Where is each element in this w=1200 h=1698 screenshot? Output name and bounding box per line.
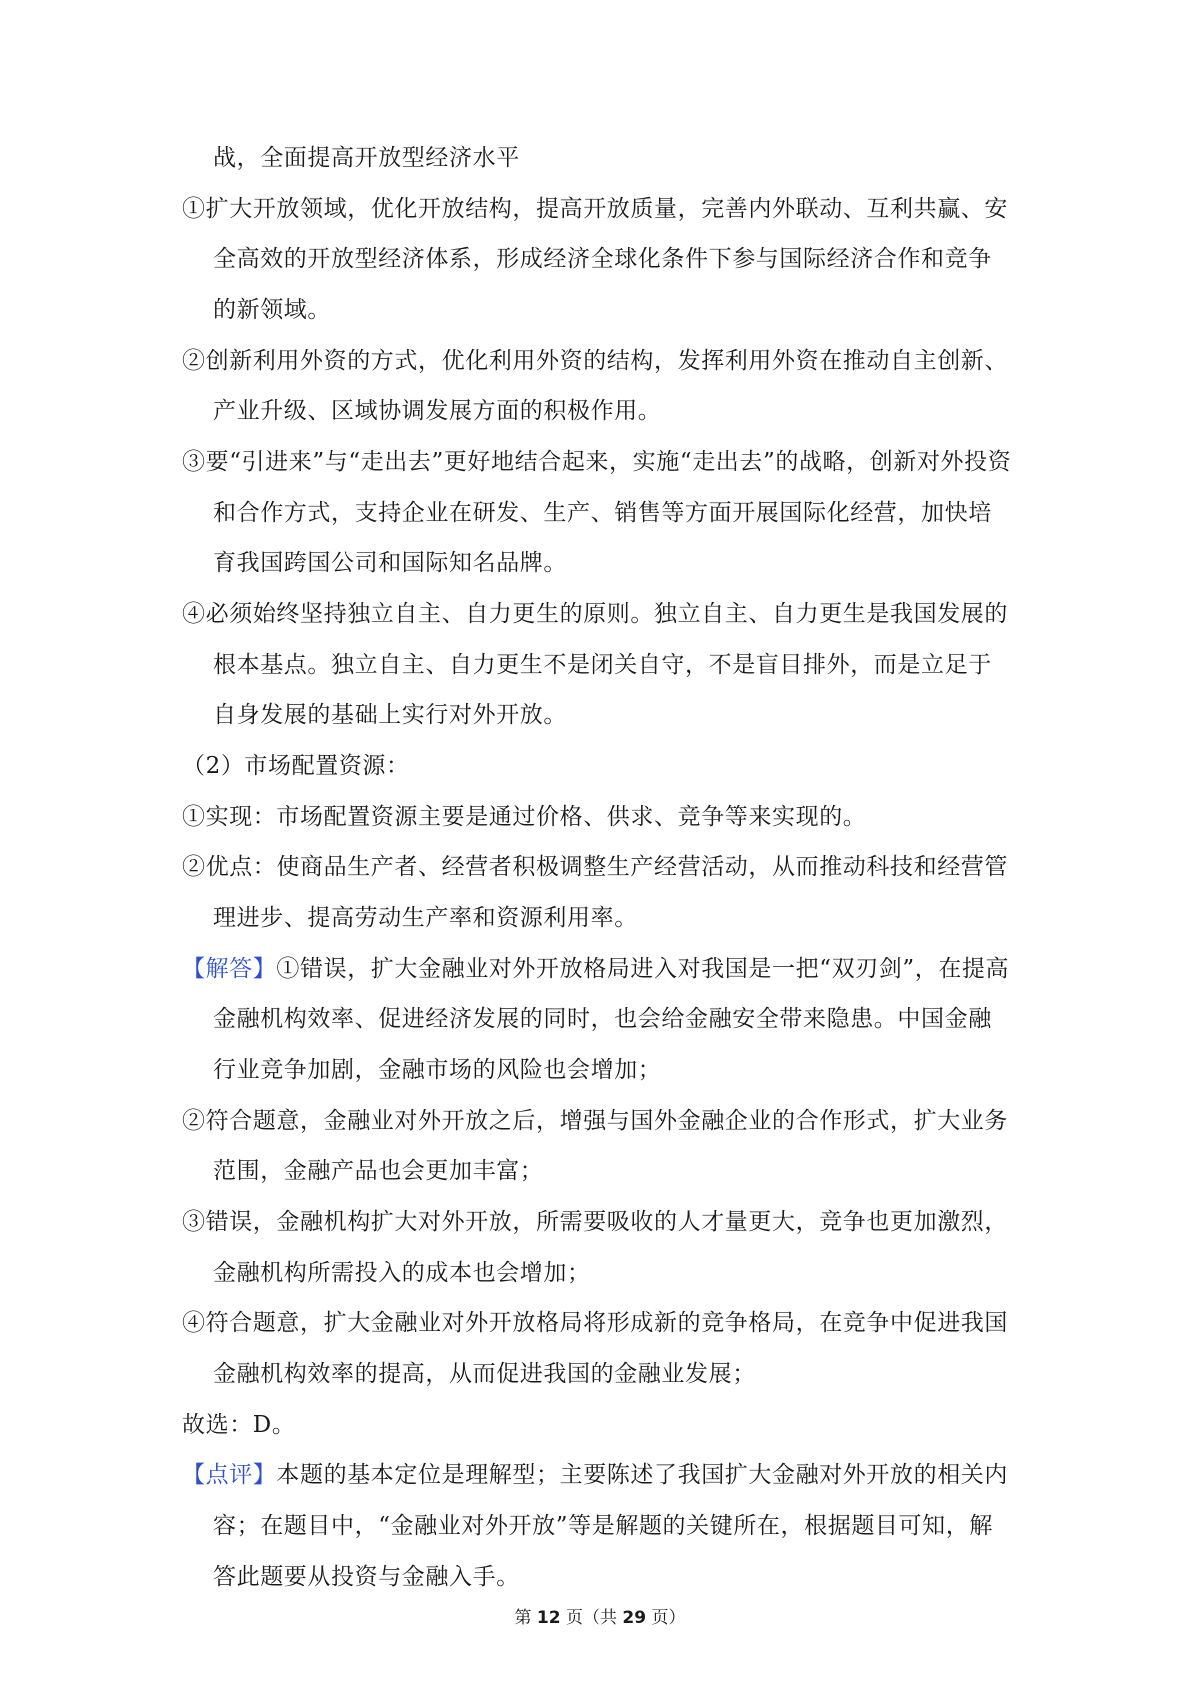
answer-text: ①错误，扩大金融业对外开放格局进入对我国是一把“双刃剑”，在提高 [276,956,1010,982]
answer-line: 金融机构效率、促进经济发展的同时，也会给金融安全带来隐患。中国金融 [213,1006,992,1032]
list-item-line: ①实现：市场配置资源主要是通过价格、供求、竞争等来实现的。 [182,804,867,830]
list-item-line: ③要“引进来”与“走出去”更好地结合起来，实施“走出去”的战略，创新对外投资 [182,449,1012,475]
text-line: 战，全面提高开放型经济水平 [213,145,520,171]
answer-choice: 故选：D。 [182,1412,296,1438]
total-page-number: 29 [622,1608,647,1628]
page-footer [0,1607,1200,1629]
list-item-line: ①扩大开放领域，优化开放结构，提高开放质量，完善内外联动、互利共赢、安 [182,196,1008,222]
answer-line: 行业竞争加剧，金融市场的风险也会增加； [213,1057,662,1083]
footer-suffix: 页） [651,1608,686,1628]
list-item-line: 的新领域。 [213,297,331,323]
list-item-line: 产业升级、区域协调发展方面的积极作用。 [213,398,662,424]
comment-tag: 【点评】 [182,1462,277,1488]
list-item-line: ④必须始终坚持独立自主、自力更生的原则。独立自主、自力更生是我国发展的 [182,601,1008,627]
answer-line: ②符合题意，金融业对外开放之后，增强与国外金融企业的合作形式，扩大业务 [182,1108,1008,1134]
list-item-line: 理进步、提高劳动生产率和资源利用率。 [213,905,638,931]
list-item-line: ②创新利用外资的方式，优化利用外资的结构，发挥利用外资在推动自主创新、 [182,348,1008,374]
answer-first-line [182,954,1009,984]
footer-prefix: 第 [514,1608,532,1628]
answer-line: ④符合题意，扩大金融业对外开放格局将形成新的竞争格局，在竞争中促进我国 [182,1310,1008,1336]
list-item-line: 全高效的开放型经济体系，形成经济全球化条件下参与国际经济合作和竞争 [213,246,992,272]
answer-line: 范围，金融产品也会更加丰富； [213,1158,544,1184]
footer-middle: 页（共 [566,1608,617,1628]
comment-text: 本题的基本定位是理解型；主要陈述了我国扩大金融对外开放的相关内 [276,1462,1009,1488]
section-heading: （2）市场配置资源： [182,753,410,779]
comment-line: 答此题要从投资与金融入手。 [213,1564,520,1590]
comment-first-line [182,1460,1008,1490]
answer-line: 金融机构所需投入的成本也会增加； [213,1260,591,1286]
answer-tag: 【解答】 [182,956,277,982]
current-page-number: 12 [536,1608,561,1628]
list-item-line: ②优点：使商品生产者、经营者积极调整生产经营活动，从而推动科技和经营管 [182,854,1008,880]
answer-line: 金融机构效率的提高，从而促进我国的金融业发展； [213,1361,756,1387]
comment-line: 容；在题目中，“金融业对外开放”等是解题的关键所在，根据题目可知，解 [213,1513,993,1539]
list-item-line: 根本基点。独立自主、自力更生不是闭关自守，不是盲目排外，而是立足于 [213,652,992,678]
answer-line: ③错误，金融机构扩大对外开放，所需要吸收的人才量更大，竞争也更加激烈， [182,1209,1008,1235]
list-item-line: 和合作方式，支持企业在研发、生产、销售等方面开展国际化经营，加快培 [213,500,992,526]
list-item-line: 自身发展的基础上实行对外开放。 [213,702,567,728]
list-item-line: 育我国跨国公司和国际知名品牌。 [213,550,567,576]
